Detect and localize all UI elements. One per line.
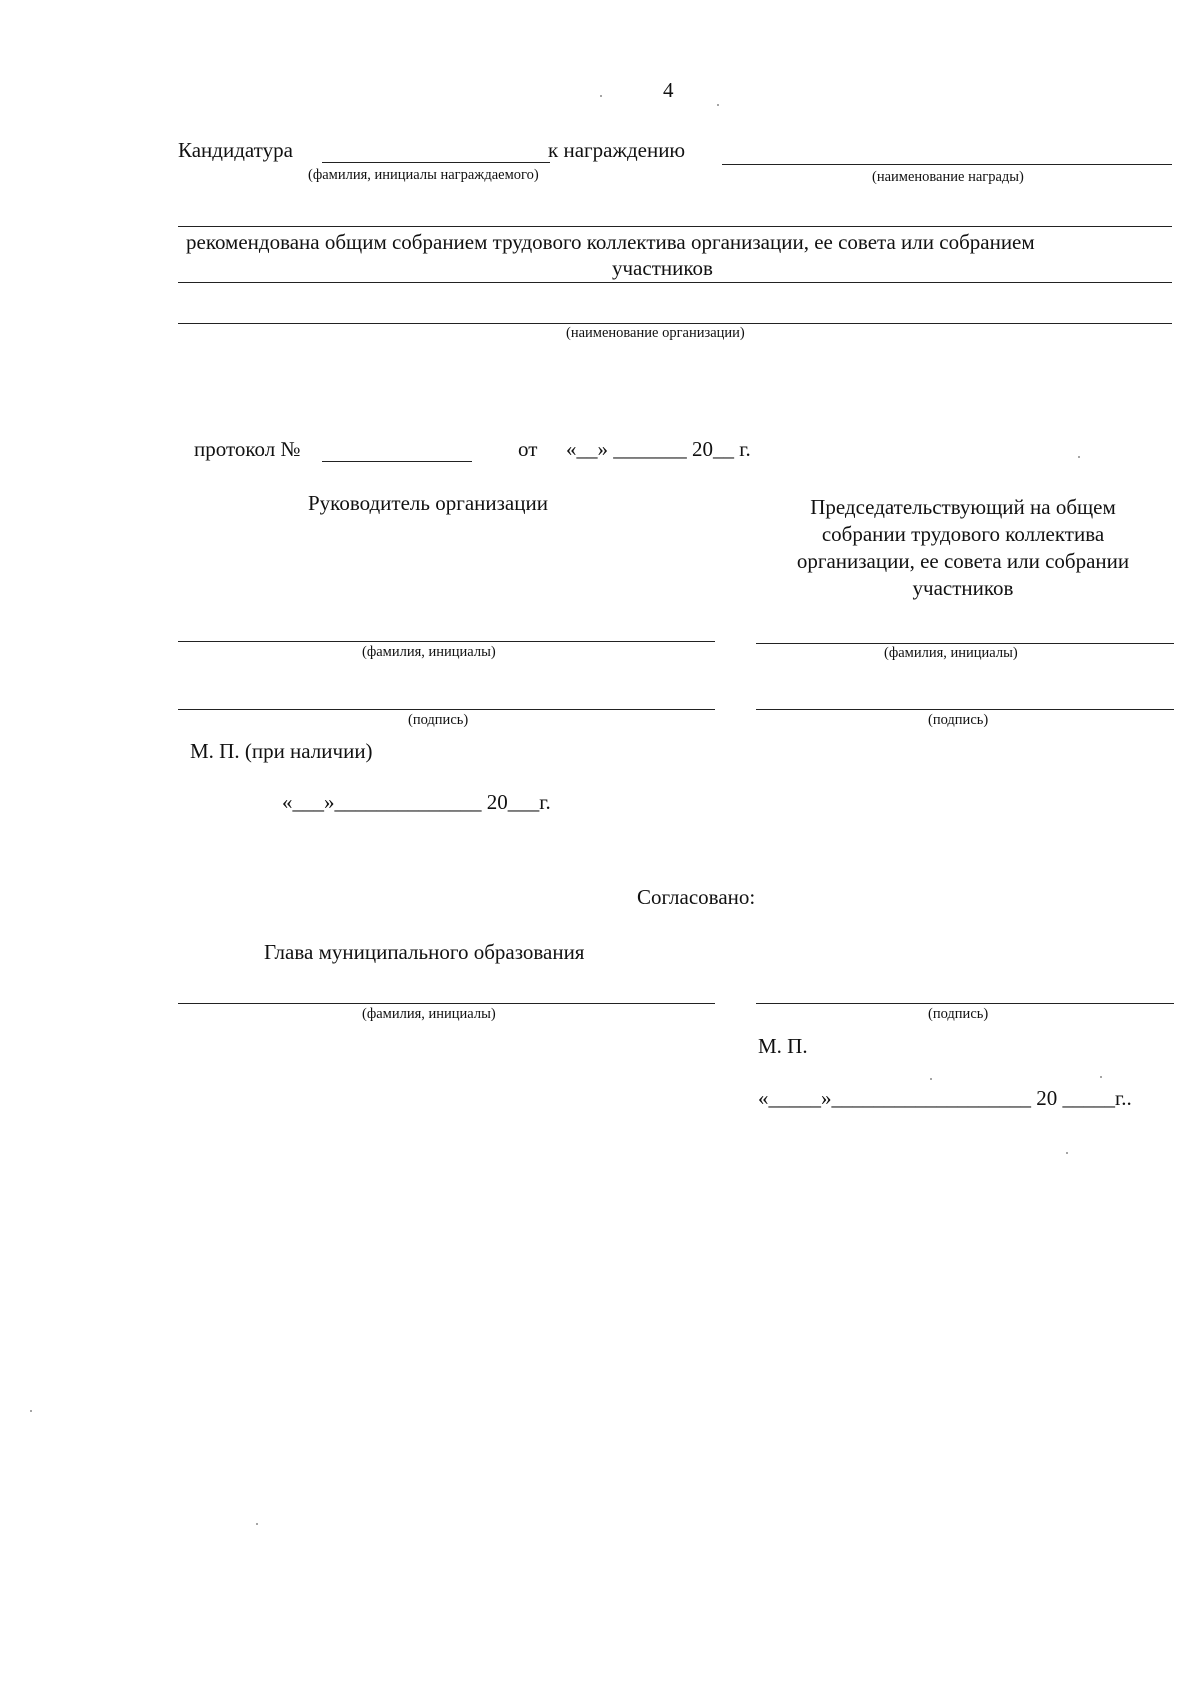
- protocol-from-label: от: [518, 437, 538, 461]
- head-name-caption: (фамилия, инициалы): [362, 1006, 496, 1022]
- head-date[interactable]: «_____»___________________ 20 _____г..: [758, 1086, 1132, 1110]
- right-signer-sign-line[interactable]: [756, 709, 1174, 710]
- stamp-date[interactable]: «___»______________ 20___г.: [282, 790, 551, 814]
- scan-speck: [1078, 456, 1080, 458]
- right-signer-title-line-3: организации, ее совета или собрании: [796, 549, 1130, 573]
- scan-speck: [930, 1078, 932, 1080]
- protocol-date[interactable]: «__» _______ 20__ г.: [566, 437, 751, 461]
- head-name-line[interactable]: [178, 1003, 715, 1004]
- award-name-caption: (наименование награды): [872, 169, 1024, 185]
- head-sign-line[interactable]: [756, 1003, 1174, 1004]
- right-signer-sign-caption: (подпись): [928, 712, 989, 728]
- candidate-name-line[interactable]: [322, 162, 550, 163]
- right-signer-title-line-2: собрании трудового коллектива: [821, 522, 1105, 546]
- organization-name-caption: (наименование организации): [566, 325, 745, 341]
- right-signer-title-line-4: участников: [912, 576, 1014, 600]
- scan-speck: [717, 104, 719, 106]
- left-signer-name-line[interactable]: [178, 641, 715, 642]
- right-signer-title: [758, 494, 1168, 602]
- award-label: к награждению: [548, 138, 686, 162]
- recommendation-text-2: участников: [612, 256, 713, 280]
- left-signer-sign-line[interactable]: [178, 709, 715, 710]
- protocol-number-line[interactable]: [322, 461, 472, 462]
- left-signer-name-caption: (фамилия, инициалы): [362, 644, 496, 660]
- page-number: 4: [663, 78, 674, 102]
- right-signer-name-caption: (фамилия, инициалы): [884, 645, 1018, 661]
- stamp-label: М. П. (при наличии): [190, 739, 373, 763]
- left-signer-sign-caption: (подпись): [408, 712, 469, 728]
- candidate-name-caption: (фамилия, инициалы награждаемого): [308, 167, 539, 183]
- approval-label: Согласовано:: [637, 885, 756, 909]
- scan-speck: [30, 1410, 32, 1412]
- head-sign-caption: (подпись): [928, 1006, 989, 1022]
- candidate-continuation-line[interactable]: [178, 226, 1172, 227]
- protocol-label: протокол №: [194, 437, 301, 461]
- scan-speck: [600, 95, 602, 97]
- scan-speck: [1100, 1076, 1102, 1078]
- recommendation-text: рекомендована общим собранием трудового коллектива организации, ее совета или собранием: [186, 230, 1035, 254]
- candidate-label: Кандидатура: [178, 138, 293, 162]
- recommendation-line[interactable]: [178, 282, 1172, 283]
- left-signer-title: Руководитель организации: [308, 491, 548, 515]
- right-signer-name-line[interactable]: [756, 643, 1174, 644]
- head-stamp-label: М. П.: [758, 1034, 808, 1058]
- award-name-line[interactable]: [722, 164, 1172, 165]
- scan-speck: [1066, 1152, 1068, 1154]
- organization-name-line[interactable]: [178, 323, 1172, 324]
- right-signer-title-line-1: Председательствующий на общем: [810, 495, 1116, 519]
- head-title: Глава муниципального образования: [264, 940, 585, 964]
- scan-speck: [256, 1523, 258, 1525]
